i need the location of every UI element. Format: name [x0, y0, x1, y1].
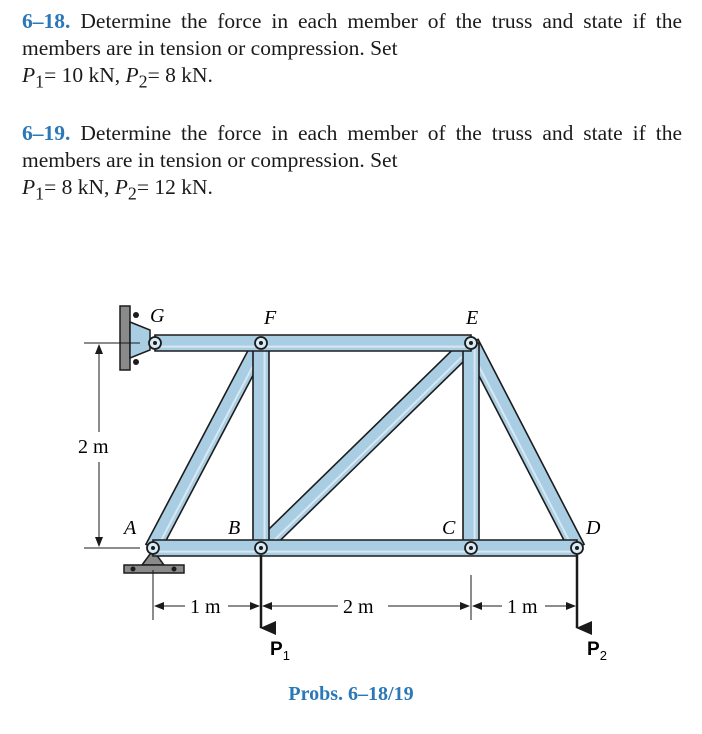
- problem-number: 6–18.: [22, 9, 71, 33]
- node-label-c: C: [442, 517, 456, 539]
- problem-number: 6–19.: [22, 121, 71, 145]
- pin-e-center: [469, 341, 473, 345]
- load-p1-label: $P_1$: [270, 639, 290, 663]
- truss-members: [146, 335, 584, 556]
- member-ce: [463, 343, 479, 548]
- member-ed-highlight: [468, 345, 574, 550]
- load-p1: [261, 555, 290, 663]
- problem-text: Determine the force in each member of the truss and state if the members are in tension or compression. Set: [22, 9, 682, 60]
- pin-a-center: [151, 546, 155, 550]
- member-af-highlight: [156, 345, 264, 550]
- pin-d-center: [575, 546, 579, 550]
- dimension-spans: [153, 570, 577, 620]
- pin-b-center: [259, 546, 263, 550]
- pin-f-center: [259, 341, 263, 345]
- node-label-g: G: [150, 305, 165, 327]
- dimension-height-label: 2 m: [78, 436, 109, 458]
- node-label-f: F: [264, 307, 277, 329]
- pin-g-center: [153, 341, 157, 345]
- member-ad: [153, 540, 577, 556]
- node-label-d: D: [586, 517, 601, 539]
- node-label-e: E: [466, 307, 479, 329]
- figure-caption: Probs. 6–18/19: [288, 683, 414, 705]
- load-p2-label: $P_2$: [587, 639, 607, 663]
- dimension-span-middle: 2 m: [343, 596, 374, 618]
- pin-c-center: [469, 546, 473, 550]
- problem-loads: $P_1= 10$ kN, $P_2= 8$ kN.: [22, 63, 213, 92]
- problem-text: Determine the force in each member of the truss and state if the members are in tension or compression. Set: [22, 121, 682, 172]
- dimension-span-right: 1 m: [507, 596, 538, 618]
- dimension-span-left: 1 m: [190, 596, 221, 618]
- member-ge: [155, 335, 471, 351]
- node-label-a: A: [124, 517, 137, 539]
- problem-loads: $P_1= 8$ kN, $P_2= 12$ kN.: [22, 175, 213, 204]
- load-p2: [577, 555, 607, 663]
- member-bf: [253, 343, 269, 548]
- wall-support-g: [120, 306, 150, 370]
- node-label-b: B: [228, 517, 241, 539]
